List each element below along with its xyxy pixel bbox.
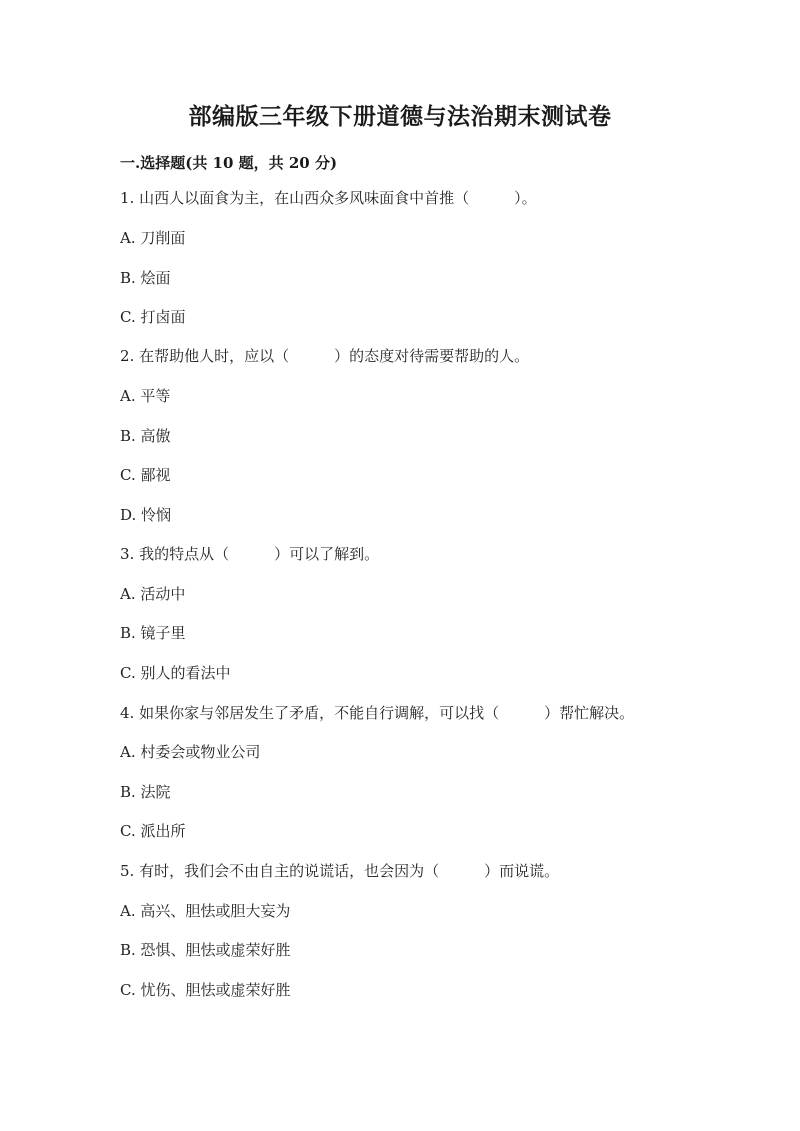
- question-3-option-a: A. 活动中: [120, 585, 186, 603]
- question-5-option-b: B. 恐惧、胆怯或虚荣好胜: [120, 941, 291, 959]
- question-1-stem: 1. 山西人以面食为主，在山西众多风味面食中首推（ ）。: [120, 189, 537, 207]
- question-2-option-a: A. 平等: [120, 387, 171, 405]
- question-3-stem: 3. 我的特点从（ ）可以了解到。: [120, 545, 380, 563]
- question-5-option-a: A. 高兴、胆怯或胆大妄为: [120, 902, 291, 920]
- question-1-option-a: A. 刀削面: [120, 229, 186, 247]
- question-2-option-b: B. 高傲: [120, 427, 171, 445]
- section-heading: 一.选择题(共 10 题，共 20 分): [120, 154, 338, 172]
- question-4-option-c: C. 派出所: [120, 822, 186, 840]
- question-1-option-b: B. 烩面: [120, 269, 171, 287]
- question-3-option-c: C. 别人的看法中: [120, 664, 231, 682]
- question-4-option-b: B. 法院: [120, 783, 171, 801]
- question-1-option-c: C. 打卤面: [120, 308, 186, 326]
- question-2-option-c: C. 鄙视: [120, 466, 171, 484]
- document-title: 部编版三年级下册道德与法治期末测试卷: [188, 103, 612, 130]
- question-5-option-c: C. 忧伤、胆怯或虚荣好胜: [120, 981, 291, 999]
- question-4-option-a: A. 村委会或物业公司: [120, 743, 261, 761]
- question-2-option-d: D. 怜悯: [120, 506, 172, 524]
- question-2-stem: 2. 在帮助他人时，应以（ ）的态度对待需要帮助的人。: [120, 347, 530, 365]
- question-5-stem: 5. 有时，我们会不由自主的说谎话，也会因为（ ）而说谎。: [120, 862, 560, 880]
- question-3-option-b: B. 镜子里: [120, 624, 186, 642]
- question-4-stem: 4. 如果你家与邻居发生了矛盾，不能自行调解，可以找（ ）帮忙解决。: [120, 704, 635, 722]
